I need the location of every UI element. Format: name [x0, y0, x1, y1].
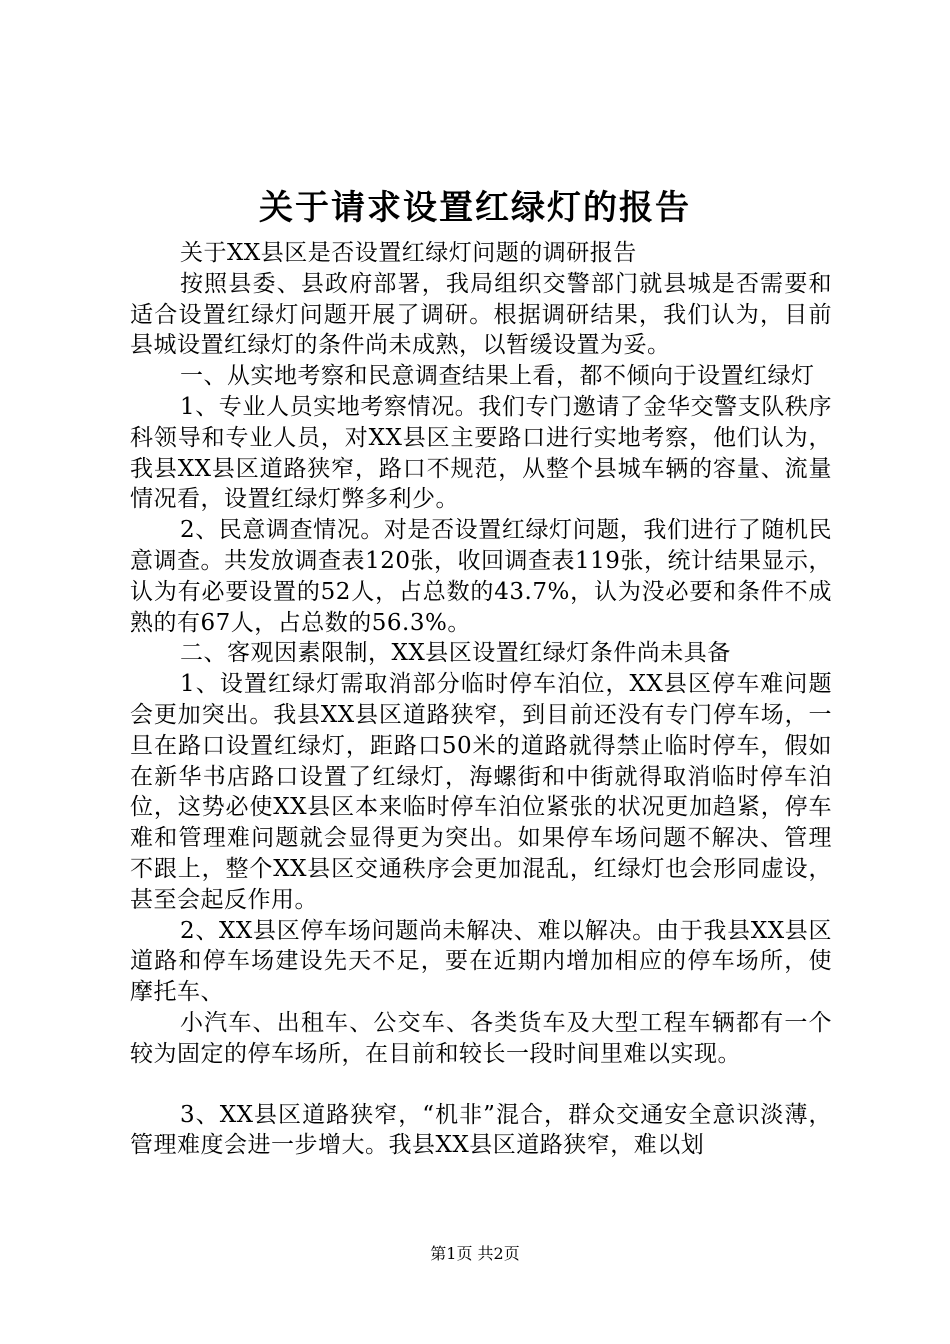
intro-paragraph: 按照县委、县政府部署，我局组织交警部门就县城是否需要和适合设置红绿灯问题开展了调研。根据调研结果，我们认为，目前县城设置红绿灯的条件尚未成熟，以暂缓设置为妥。 — [130, 270, 832, 359]
paragraph-narrow-roads: 3、XX县区道路狭窄，“机非”混合，群众交通安全意识淡薄，管理难度会进一步增大。我县XX县区道路狭窄，难以划 — [130, 1101, 832, 1159]
paragraph-parking-lots-cont: 小汽车、出租车、公交车、各类货车及大型工程车辆都有一个较为固定的停车场所，在目前和较长一段时间里难以实现。 — [130, 1009, 832, 1067]
paragraph-public-survey: 2、民意调查情况。对是否设置红绿灯问题，我们进行了随机民意调查。共发放调查表120张，收回调查表119张，统计结果显示，认为有必要设置的52人，占总数的43.7%，认为没必要和条件不成熟的有67人，占总数的56.3%。 — [130, 517, 832, 636]
document-title: 关于请求设置红绿灯的报告 — [259, 188, 691, 228]
document-body — [130, 238, 832, 1161]
section-heading-2: 二、客观因素限制，XX县区设置红绿灯条件尚未具备 — [180, 640, 731, 667]
page-footer: 第1页 共2页 — [430, 1244, 520, 1263]
paragraph-field-survey: 1、专业人员实地考察情况。我们专门邀请了金华交警支队秩序科领导和专业人员，对XX县区主要路口进行实地考察，他们认为，我县XX县区道路狭窄，路口不规范，从整个县城车辆的容量、流量情况看，设置红绿灯弊多利少。 — [130, 393, 832, 513]
report-subtitle: 关于XX县区是否设置红绿灯问题的调研报告 — [180, 240, 637, 266]
paragraph-parking-spaces: 1、设置红绿灯需取消部分临时停车泊位，XX县区停车难问题会更加突出。我县XX县区道路狭窄，到目前还没有专门停车场，一旦在路口设置红绿灯，距路口50米的道路就得禁止临时停车，假如在新华书店路口设置了红绿灯，海螺街和中街就得取消临时停车泊位，这势必使XX县区本来临时停车泊位紧张的状况更加趋紧，停车难和管理难问题就会显得更为突出。如果停车场问题不解决、管理不跟上，整个XX县区交通秩序会更加混乱，红绿灯也会形同虚设，甚至会起反作用。 — [130, 671, 832, 913]
paragraph-parking-lots: 2、XX县区停车场问题尚未解决、难以解决。由于我县XX县区道路和停车场建设先天不足，要在近期内增加相应的停车场所，使摩托车、 — [130, 917, 832, 1006]
section-heading-1: 一、从实地考察和民意调查结果上看，都不倾向于设置红绿灯 — [180, 363, 815, 390]
